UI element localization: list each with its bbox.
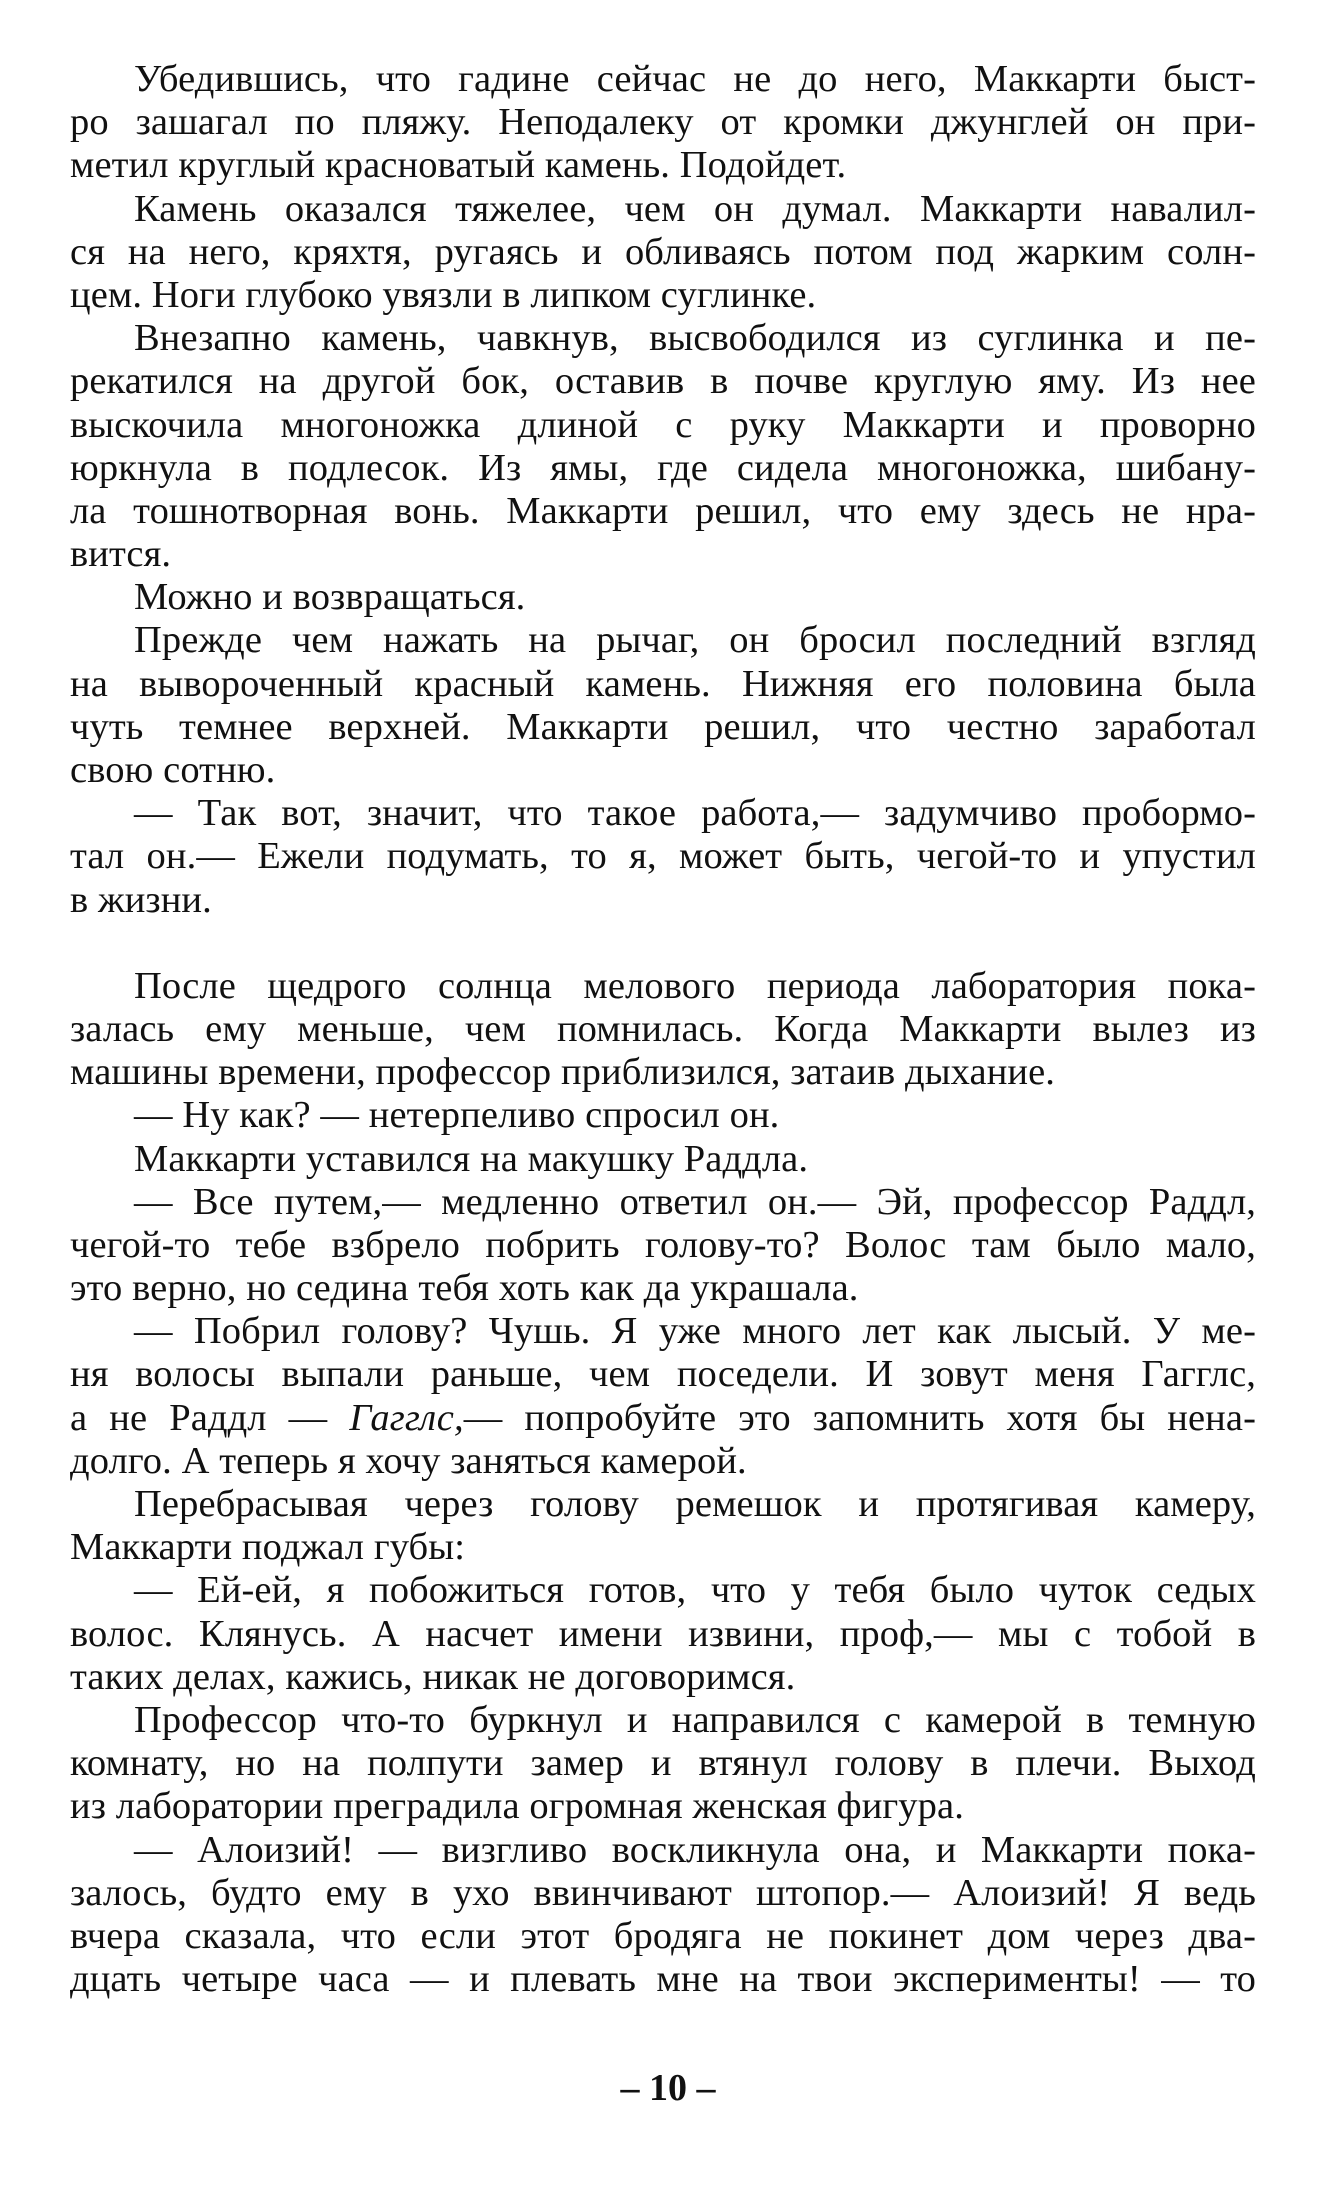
text-line: чегой-то тебе взбрело побрить голову-то? Волос там было мало, bbox=[70, 1223, 1256, 1266]
text-line: — Побрил голову? Чушь. Я уже много лет как лысый. У ме- bbox=[134, 1310, 1256, 1353]
paragraph bbox=[70, 188, 1256, 318]
paragraph bbox=[70, 619, 1256, 792]
paragraph bbox=[70, 576, 1256, 619]
paragraph bbox=[70, 965, 1256, 1095]
text-line: долго. А теперь я хочу заняться камерой. bbox=[70, 1439, 747, 1482]
text-line: вится. bbox=[70, 533, 172, 576]
body-text bbox=[70, 58, 1256, 2001]
text-line: ла тошнотворная вонь. Маккарти решил, что ему здесь не нра- bbox=[70, 489, 1256, 532]
text-line: юркнула в подлесок. Из ямы, где сидела многоножка, шибану- bbox=[70, 446, 1256, 489]
paragraph bbox=[70, 1181, 1256, 1311]
text-line: чуть темнее верхней. Маккарти решил, что честно заработал bbox=[70, 705, 1256, 748]
text-line: это верно, но седина тебя хоть как да украшала. bbox=[70, 1267, 859, 1310]
text-line: ся на него, кряхтя, ругаясь и обливаясь потом под жарким солн- bbox=[70, 230, 1256, 273]
text-line: метил круглый красноватый камень. Подойдет. bbox=[70, 144, 847, 187]
text-line: После щедрого солнца мелового периода лаборатория пока- bbox=[134, 964, 1256, 1007]
text-line: комнату, но на полпути замер и втянул голову в плечи. Выход bbox=[70, 1742, 1256, 1785]
text-line: Маккарти уставился на макушку Раддла. bbox=[134, 1137, 809, 1180]
text-line: дцать четыре часа — и плевать мне на твои эксперименты! — то bbox=[70, 1958, 1256, 2001]
text-line: — Все путем,— медленно ответил он.— Эй, профессор Раддл, bbox=[134, 1180, 1256, 1223]
paragraph bbox=[70, 1094, 1256, 1137]
paragraph bbox=[70, 1829, 1256, 2002]
page-number: – 10 – bbox=[620, 2067, 716, 2109]
text-line: ня волосы выпали раньше, чем поседели. И зовут меня Гагглс, bbox=[70, 1353, 1256, 1396]
paragraph bbox=[70, 1569, 1256, 1699]
text-line: свою сотню. bbox=[70, 749, 276, 791]
text-line: в жизни. bbox=[70, 878, 212, 921]
text-line: — Ей-ей, я побожиться готов, что у тебя было чуток седых bbox=[134, 1569, 1256, 1612]
text-line: на вывороченный красный камень. Нижняя его половина была bbox=[70, 662, 1256, 705]
text-line: — Ну как? — нетерпеливо спросил он. bbox=[134, 1094, 780, 1137]
text-line: волос. Клянусь. А насчет имени извини, проф,— мы с тобой в bbox=[70, 1612, 1256, 1655]
text-line: выскочила многоножка длиной с руку Маккарти и проворно bbox=[70, 403, 1256, 446]
text-line: залась ему меньше, чем помнилась. Когда Маккарти вылез из bbox=[70, 1007, 1256, 1050]
text-line: цем. Ноги глубоко увязли в липком суглинке. bbox=[70, 273, 817, 316]
paragraph bbox=[70, 792, 1256, 922]
text-line: таких делах, кажись, никак не договоримся. bbox=[70, 1655, 796, 1698]
text-line: рекатился на другой бок, оставив в почве круглую яму. Из нее bbox=[70, 360, 1256, 403]
text-line: Внезапно камень, чавкнув, высвободился из суглинка и пе- bbox=[134, 317, 1256, 360]
paragraph bbox=[70, 1483, 1256, 1569]
text-line: Прежде чем нажать на рычаг, он бросил последний взгляд bbox=[134, 619, 1256, 662]
text-line: из лаборатории преградила огромная женская фигура. bbox=[70, 1785, 964, 1828]
text-line: — Так вот, значит, что такое работа,— задумчиво пробормо- bbox=[134, 792, 1256, 835]
text-line: — Алоизий! — визгливо воскликнула она, и Маккарти пока- bbox=[134, 1828, 1256, 1871]
text-line: Можно и возвращаться. bbox=[134, 576, 526, 619]
paragraph bbox=[70, 58, 1256, 188]
text-line: Профессор что-то буркнул и направился с камерой в темную bbox=[134, 1698, 1256, 1741]
text-line: Убедившись, что гадине сейчас не до него, Маккарти быст- bbox=[134, 58, 1256, 100]
text-line: вчера сказала, что если этот бродяга не покинет дом через два- bbox=[70, 1914, 1256, 1957]
text-line: Маккарти поджал губы: bbox=[70, 1526, 466, 1569]
paragraph bbox=[70, 1310, 1256, 1483]
text-line: тал он.— Ежели подумать, то я, может быть, чегой-то и упустил bbox=[70, 835, 1256, 878]
text-line: машины времени, профессор приблизился, затаив дыхание. bbox=[70, 1051, 1056, 1094]
text-line: а не Раддл — Гагглс,— попробуйте это запомнить хотя бы нена- bbox=[70, 1396, 1256, 1439]
paragraph bbox=[70, 317, 1256, 576]
text-line: Камень оказался тяжелее, чем он думал. Маккарти навалил- bbox=[134, 187, 1256, 230]
text-line: залось, будто ему в ухо ввинчивают штопор.— Алоизий! Я ведь bbox=[70, 1871, 1256, 1914]
paragraph bbox=[70, 1699, 1256, 1829]
paragraph bbox=[70, 1138, 1256, 1181]
text-line: ро зашагал по пляжу. Неподалеку от кромки джунглей он при- bbox=[70, 101, 1256, 144]
section-break bbox=[70, 922, 1256, 965]
italic-name: Гагглс, bbox=[349, 1396, 464, 1439]
text-line: Перебрасывая через голову ремешок и протягивая камеру, bbox=[134, 1483, 1256, 1525]
